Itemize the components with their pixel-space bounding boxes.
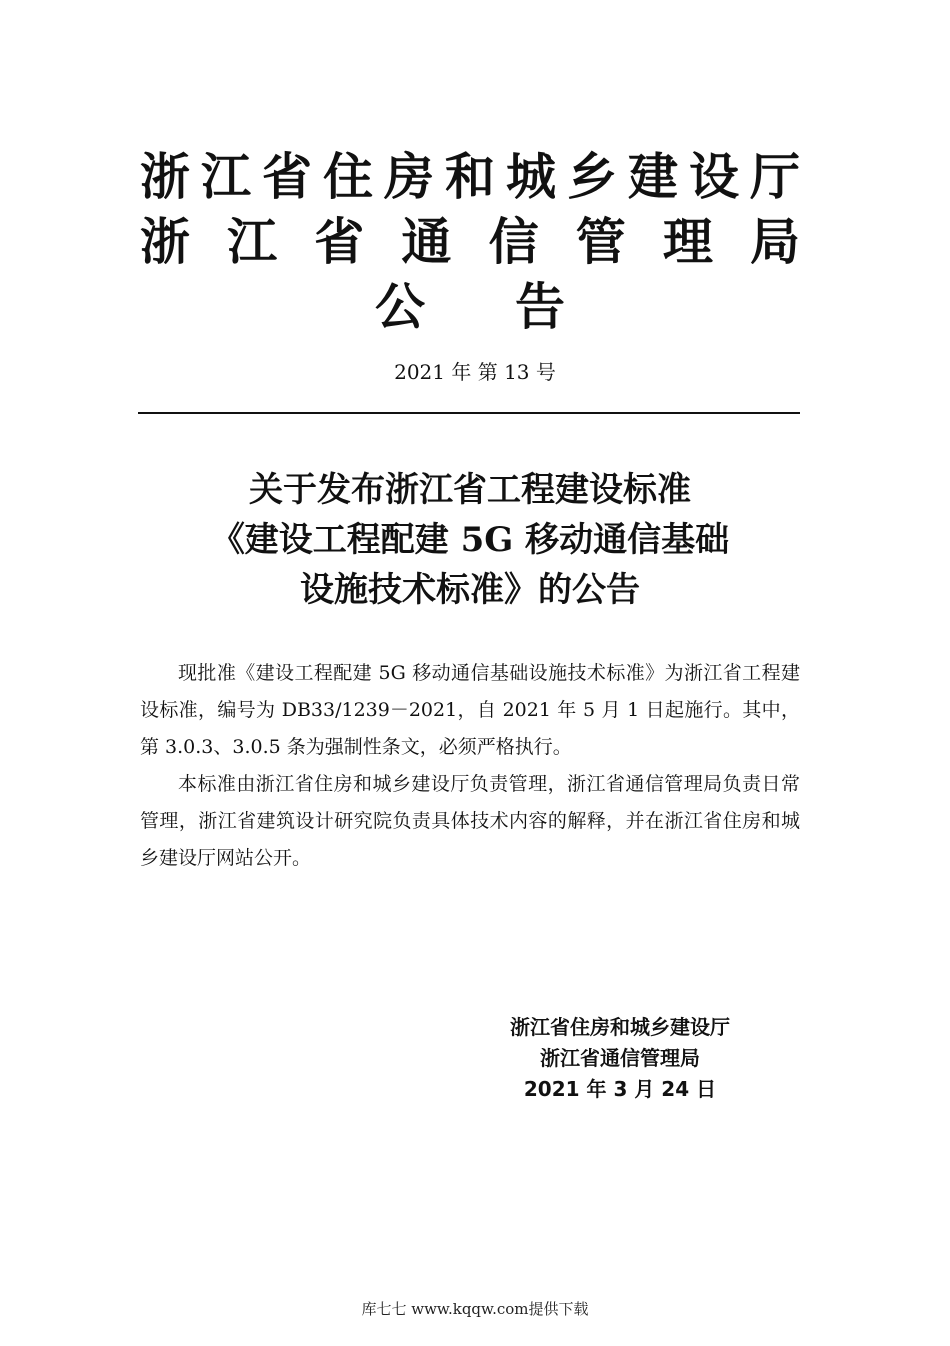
- issuer-char: 房: [384, 148, 434, 206]
- page-footer: 库七七 www.kqqw.com提供下载: [361, 1300, 589, 1318]
- signature-date: 2021 年 3 月 24 日: [523, 1077, 717, 1101]
- issuer-char: 江: [227, 213, 278, 271]
- issue-number: 2021 年 第 13 号: [394, 360, 556, 384]
- signature-org: 浙江省住房和城乡建设厅: [510, 1015, 730, 1039]
- issuer-char: 局: [749, 213, 800, 271]
- issuer-char: 浙: [140, 213, 190, 271]
- notice-heading: [375, 278, 565, 336]
- issuer-char: 通: [401, 213, 452, 271]
- title-line: 《建设工程配建 5G 移动通信基础: [210, 520, 730, 560]
- issuer-char: 省: [262, 148, 312, 206]
- title-line: 关于发布浙江省工程建设标准: [249, 470, 691, 510]
- issuer-char: 城: [506, 148, 556, 206]
- body-paragraph: 本标准由浙江省住房和城乡建设厅负责管理，浙江省通信管理局负责日常管理，浙江省建筑设计研究院负责具体技术内容的解释，并在浙江省住房和城乡建设厅网站公开。: [140, 773, 800, 869]
- issuer-char: 住: [323, 148, 373, 206]
- issuer-char: 省: [314, 213, 365, 271]
- header-divider: [138, 412, 800, 414]
- issuer-char: 信: [488, 213, 539, 271]
- issuer-char: 江: [201, 148, 251, 206]
- announcement-body: [140, 655, 800, 877]
- issuer-char: 设: [689, 148, 739, 206]
- title-line: 设施技术标准》的公告: [300, 570, 640, 610]
- signature-org: 浙江省通信管理局: [540, 1046, 700, 1070]
- announcement-title: [140, 465, 800, 615]
- notice-char: 告: [515, 278, 565, 336]
- issuer-char: 浙: [140, 148, 190, 206]
- signature-block: [430, 1012, 810, 1105]
- body-paragraph: 现批准《建设工程配建 5G 移动通信基础设施技术标准》为浙江省工程建设标准，编号为 DB33/1239－2021，自 2021 年 5 月 1 日起施行。其中，第 3.0.3、3.0.5 条为强制性条文，必须严格执行。: [140, 662, 800, 758]
- issuer-char: 乡: [567, 148, 617, 206]
- issuer-char: 厅: [750, 148, 800, 206]
- issuer-char: 理: [662, 213, 713, 271]
- issuer-line-housing-department: [140, 148, 800, 210]
- issuer-char: 管: [575, 213, 626, 271]
- issuer-line-communications-bureau: [140, 213, 800, 275]
- notice-char: 公: [375, 278, 425, 336]
- issuer-char: 和: [445, 148, 495, 206]
- issuer-char: 建: [628, 148, 678, 206]
